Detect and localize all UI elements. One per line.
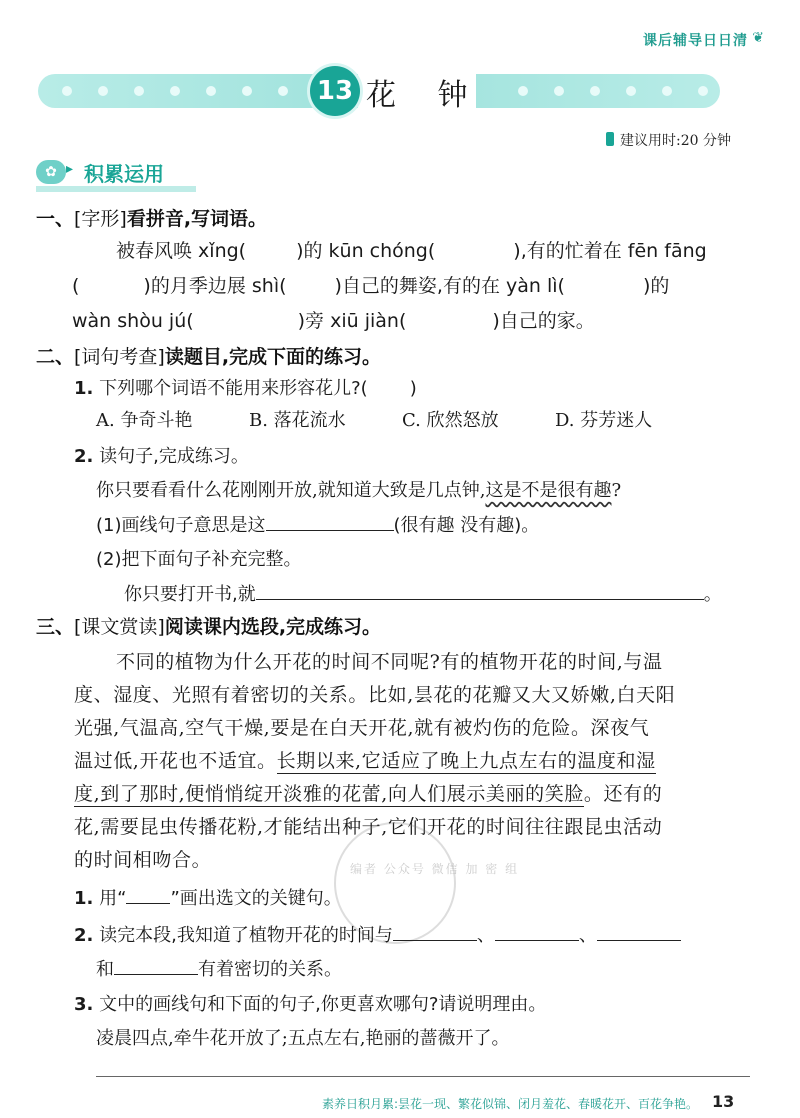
sub-number: 1. <box>74 378 94 399</box>
sub-text: 用“ <box>99 888 127 909</box>
q1-text: )自己的舞姿,有的在 yàn lì( <box>334 275 565 297</box>
part-text: 。 <box>703 584 722 605</box>
sub-text: ”画出选文的关键句。 <box>170 888 342 909</box>
passage-line-3: 光强,气温高,空气干燥,要是在白天开花,就有被灼伤的危险。深夜气 <box>74 717 650 739</box>
question-2-text: 读题目,完成下面的练习。 <box>164 346 382 368</box>
q2-part-1 <box>96 511 539 537</box>
hourglass-icon <box>606 132 614 146</box>
sub-number: 2. <box>74 925 94 946</box>
answer-blank[interactable] <box>114 956 198 975</box>
option-a[interactable]: A. 争奇斗艳 <box>96 410 193 431</box>
passage-line-6: 花,需要昆虫传播花粉,才能结出种子,它们开花的时间往往跟昆虫活动 <box>74 816 663 838</box>
question-1-text: 看拼音,写词语。 <box>126 208 268 230</box>
q2-sub-2 <box>74 442 249 468</box>
sub-text: 读句子,完成练习。 <box>99 446 249 467</box>
part-text: (1)画线句子意思是这 <box>96 515 266 536</box>
lesson-number-badge: 13 <box>310 66 360 116</box>
question-3-title <box>36 612 381 639</box>
arrow-icon: ▸ <box>66 161 74 177</box>
underlined-sentence: 度,到了那时,便悄悄绽开淡雅的花蕾,向人们展示美丽的笑脸 <box>74 783 584 805</box>
passage-line-2: 度、湿度、光照有着密切的关系。比如,昙花的花瓣又大又娇嫩,白天阳 <box>74 684 676 706</box>
q3-sub-3 <box>74 990 546 1016</box>
q1-text: 被春风唤 xǐng( <box>116 240 247 262</box>
q2-part-2 <box>96 545 302 571</box>
answer-blank[interactable] <box>597 922 681 941</box>
q2-sub-1 <box>74 374 417 400</box>
underlined-sentence: 这是不是很有趣 <box>485 480 612 501</box>
sub-number: 3. <box>74 994 94 1015</box>
q1-line-1 <box>116 236 707 263</box>
sentence-text: ? <box>611 480 622 501</box>
q3-sub-2-cont <box>96 955 342 981</box>
option-b[interactable]: B. 落花流水 <box>249 410 346 431</box>
q1-text: ( <box>72 275 80 297</box>
answer-blank[interactable] <box>256 581 704 600</box>
answer-line[interactable] <box>96 1076 750 1077</box>
leaf-icon: ❦ <box>752 30 764 46</box>
section-title: 积累运用 <box>84 162 164 186</box>
q2-sentence <box>96 476 621 502</box>
part-text: (很有趣 没有趣)。 <box>393 515 540 536</box>
sub-number: 1. <box>74 888 94 909</box>
q1-text: )自己的家。 <box>492 310 595 332</box>
sub-text: 有着密切的关系。 <box>198 959 342 980</box>
question-2-label: 二、 <box>36 346 75 368</box>
sub-text: 读完本段,我知道了植物开花的时间与 <box>99 925 393 946</box>
q2-part-2-fill <box>124 580 722 606</box>
question-1-label: 一、 <box>36 208 75 230</box>
q1-line-2 <box>72 271 669 298</box>
passage-line-5 <box>74 779 662 806</box>
lesson-title: 花 钟 <box>366 78 484 113</box>
question-1-title <box>36 204 267 231</box>
question-3-label: 三、 <box>36 616 75 638</box>
sub-text: ) <box>409 378 417 399</box>
passage-line-7: 的时间相吻合。 <box>74 849 212 871</box>
q1-text: )的 kūn chóng( <box>296 240 436 262</box>
question-2-title <box>36 342 381 369</box>
page-number: 13 <box>712 1092 735 1111</box>
footer-note: 素养日积月累:昙花一现、繁花似锦、闭月羞花、春暖花开、百花争艳。 <box>322 1097 699 1111</box>
passage-line-4 <box>74 746 656 773</box>
q1-line-3 <box>72 306 595 333</box>
answer-blank[interactable] <box>495 922 579 941</box>
flower-icon: ✿ <box>36 160 66 184</box>
q2-options <box>96 406 696 432</box>
sub-text: 和 <box>96 959 114 980</box>
sub-number: 2. <box>74 446 94 467</box>
sub-text: 、 <box>578 925 597 946</box>
option-c[interactable]: C. 欣然怒放 <box>402 410 499 431</box>
q3-sub-2 <box>74 921 681 947</box>
part-text: 你只要打开书,就 <box>124 584 256 605</box>
q1-text: )的 <box>642 275 670 297</box>
sub-text: 文中的画线句和下面的句子,你更喜欢哪句?请说明理由。 <box>99 994 547 1015</box>
sub-text: 、 <box>476 925 495 946</box>
q1-text: )旁 xiū jiàn( <box>297 310 407 332</box>
sub-text: 下列哪个词语不能用来形容花儿?( <box>99 378 368 399</box>
q1-text: ),有的忙着在 fēn fāng <box>513 240 707 262</box>
watermark-stamp-text: 编者 公众号 微信 加 密 组 <box>350 862 520 876</box>
passage-text: 温过低,开花也不适宜。 <box>74 750 277 772</box>
part-text: (2)把下面句子补充完整。 <box>96 549 302 570</box>
underlined-sentence: 长期以来,它适应了晚上九点左右的温度和湿 <box>276 750 656 772</box>
option-d[interactable]: D. 芬芳迷人 <box>555 410 653 431</box>
q1-text: )的月季边展 shì( <box>143 275 287 297</box>
sentence-text: 你只要看看什么花刚刚开放,就知道大致是几点钟, <box>96 480 486 501</box>
series-title: 课后辅导日日清 <box>643 33 748 49</box>
q1-text: wàn shòu jú( <box>72 310 194 332</box>
passage-line-1: 不同的植物为什么开花的时间不同呢?有的植物开花的时间,与温 <box>116 651 663 673</box>
question-1-tag: [字形] <box>74 208 127 230</box>
question-2-tag: [词句考查] <box>74 346 165 368</box>
answer-blank <box>126 889 170 904</box>
answer-blank[interactable] <box>266 512 394 531</box>
q3-sub-1 <box>74 884 342 910</box>
passage-text: 。还有的 <box>583 783 663 805</box>
answer-blank[interactable] <box>393 922 477 941</box>
question-3-text: 阅读课内选段,完成练习。 <box>164 616 382 638</box>
q3-quote: 凌晨四点,牵牛花开放了;五点左右,艳丽的蔷薇开了。 <box>96 1028 510 1049</box>
time-hint: 建议用时:20 分钟 <box>620 133 731 149</box>
question-3-tag: [课文赏读] <box>74 616 165 638</box>
